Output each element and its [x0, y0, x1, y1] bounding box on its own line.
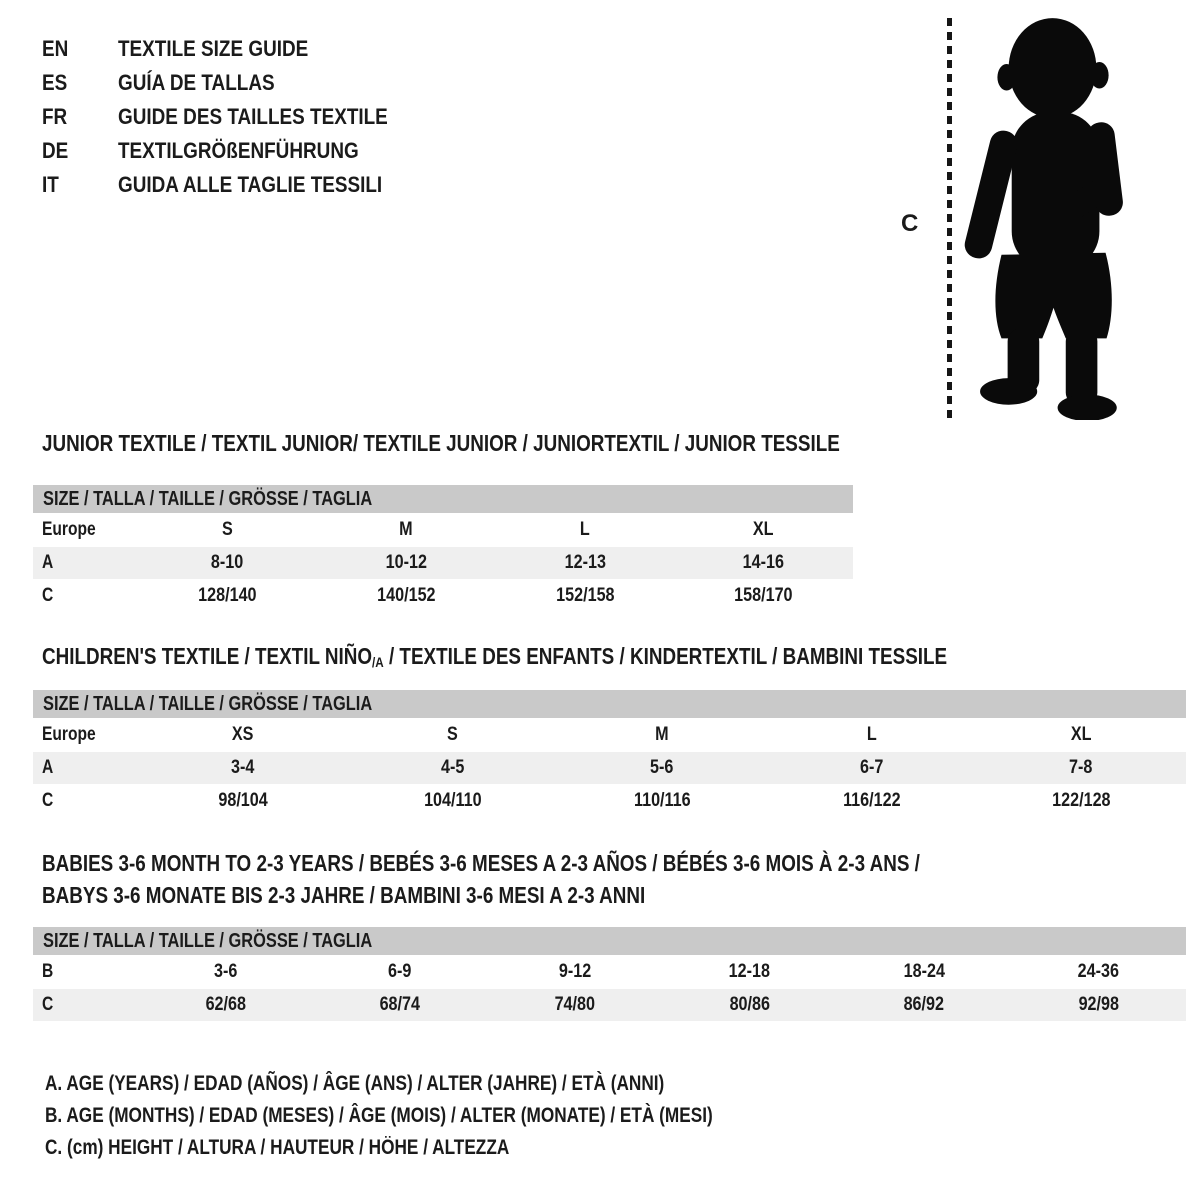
- age-cell: 12-13: [564, 552, 606, 573]
- size-cell: M: [399, 519, 413, 540]
- language-row-de: [42, 134, 432, 168]
- childrens-table-title: CHILDREN'S TEXTILE / TEXTIL NIÑO/A / TEXTILE DES ENFANTS / KINDERTEXTIL / BAMBINI TESSILE: [42, 643, 948, 671]
- language-code: IT: [42, 172, 59, 197]
- legend-line-b: B. AGE (MONTHS) / EDAD (MESES) / ÂGE (MOIS) / ALTER (MONATE) / ETÀ (MESI): [45, 1104, 713, 1127]
- language-code: DE: [42, 138, 69, 163]
- size-cell: S: [446, 724, 458, 745]
- height-cell: 62/68: [205, 994, 246, 1015]
- title-subscript: /A: [372, 654, 384, 671]
- age-cell: 3-4: [231, 757, 255, 778]
- age-cell: 8-10: [211, 552, 244, 573]
- months-cell: 3-6: [213, 961, 238, 982]
- table-row-age: [33, 547, 853, 579]
- height-cell: 98/104: [218, 789, 268, 811]
- language-label: TEXTILGRÖßENFÜHRUNG: [118, 138, 359, 163]
- height-cell: 74/80: [554, 994, 595, 1015]
- age-cell: 6-7: [859, 757, 884, 778]
- row-label: C: [42, 994, 54, 1015]
- months-cell: 18-24: [903, 961, 945, 982]
- language-code: ES: [42, 70, 68, 95]
- language-code: EN: [42, 36, 69, 61]
- height-cell: 158/170: [734, 584, 793, 606]
- height-cell: 152/158: [555, 584, 615, 606]
- row-label: Europe: [42, 519, 96, 540]
- table-row-height: [33, 989, 1186, 1021]
- table-row-europe: [33, 513, 853, 547]
- row-label: A: [42, 757, 54, 778]
- junior-size-header-band: SIZE / TALLA / TAILLE / GRÖSSE / TAGLIA: [33, 485, 853, 513]
- height-cell: 128/140: [198, 584, 257, 606]
- size-cell: M: [655, 724, 669, 745]
- height-cell: 68/74: [379, 994, 421, 1015]
- height-cell: 104/110: [423, 789, 482, 811]
- row-label: C: [42, 584, 54, 606]
- age-cell: 14-16: [742, 552, 785, 573]
- table-row-europe: [33, 718, 1186, 752]
- height-measure-label: C: [901, 210, 919, 237]
- babies-table-title-line2: BABYS 3-6 MONATE BIS 2-3 JAHRE / BAMBINI 3-6 MESI A 2-3 ANNI: [42, 882, 646, 908]
- months-cell: 9-12: [558, 961, 591, 982]
- row-label: C: [42, 789, 54, 811]
- size-cell: S: [221, 519, 233, 540]
- height-cell: 110/116: [633, 789, 691, 811]
- age-cell: 7-8: [1069, 757, 1093, 778]
- height-measure-dashed-line: [947, 18, 952, 418]
- height-cell: 92/98: [1078, 994, 1119, 1015]
- language-row-it: [42, 168, 432, 202]
- age-cell: 10-12: [385, 552, 427, 573]
- row-label: Europe: [42, 724, 96, 745]
- months-cell: 6-9: [388, 961, 412, 982]
- language-code: FR: [42, 104, 68, 129]
- table-row-height: [33, 579, 853, 612]
- height-cell: 80/86: [729, 994, 770, 1015]
- language-row-fr: [42, 100, 432, 134]
- height-cell: 86/92: [903, 994, 945, 1015]
- legend-line-a: A. AGE (YEARS) / EDAD (AÑOS) / ÂGE (ANS) / ALTER (JAHRE) / ETÀ (ANNI): [45, 1072, 665, 1095]
- months-cell: 24-36: [1078, 961, 1120, 982]
- height-cell: 140/152: [376, 584, 436, 606]
- language-label: GUIDE DES TAILLES TEXTILE: [118, 104, 388, 129]
- age-cell: 5-6: [650, 757, 674, 778]
- size-cell: XL: [1070, 724, 1092, 745]
- age-cell: 4-5: [440, 757, 465, 778]
- height-cell: 122/128: [1051, 789, 1111, 811]
- language-row-es: [42, 66, 432, 100]
- size-cell: L: [579, 519, 590, 540]
- size-cell: XS: [232, 724, 254, 745]
- table-row-age: [33, 752, 1186, 784]
- row-label: A: [42, 552, 54, 573]
- childrens-size-header-band: SIZE / TALLA / TAILLE / GRÖSSE / TAGLIA: [33, 690, 1186, 718]
- measurement-legend: [45, 1068, 859, 1164]
- months-cell: 12-18: [728, 961, 771, 982]
- row-label: B: [42, 961, 54, 982]
- babies-size-header-band: SIZE / TALLA / TAILLE / GRÖSSE / TAGLIA: [33, 927, 1186, 955]
- language-list: [42, 32, 432, 202]
- babies-table-title-line1: BABIES 3-6 MONTH TO 2-3 YEARS / BEBÉS 3-6 MESES A 2-3 AÑOS / BÉBÉS 3-6 MOIS À 2-3 ANS /: [42, 850, 920, 876]
- language-label: GUIDA ALLE TAGLIE TESSILI: [118, 172, 383, 197]
- language-row-en: [42, 32, 432, 66]
- size-cell: L: [866, 724, 877, 745]
- toddler-silhouette-image: [960, 12, 1145, 420]
- table-row-months: [33, 955, 1186, 989]
- language-label: TEXTILE SIZE GUIDE: [118, 36, 309, 61]
- table-row-height: [33, 784, 1186, 817]
- junior-table-title: JUNIOR TEXTILE / TEXTIL JUNIOR/ TEXTILE JUNIOR / JUNIORTEXTIL / JUNIOR TESSILE: [42, 430, 840, 456]
- language-label: GUÍA DE TALLAS: [118, 70, 275, 95]
- height-cell: 116/122: [842, 789, 901, 811]
- size-cell: XL: [753, 519, 774, 540]
- legend-line-c: C. (cm) HEIGHT / ALTURA / HAUTEUR / HÖHE / ALTEZZA: [45, 1136, 510, 1159]
